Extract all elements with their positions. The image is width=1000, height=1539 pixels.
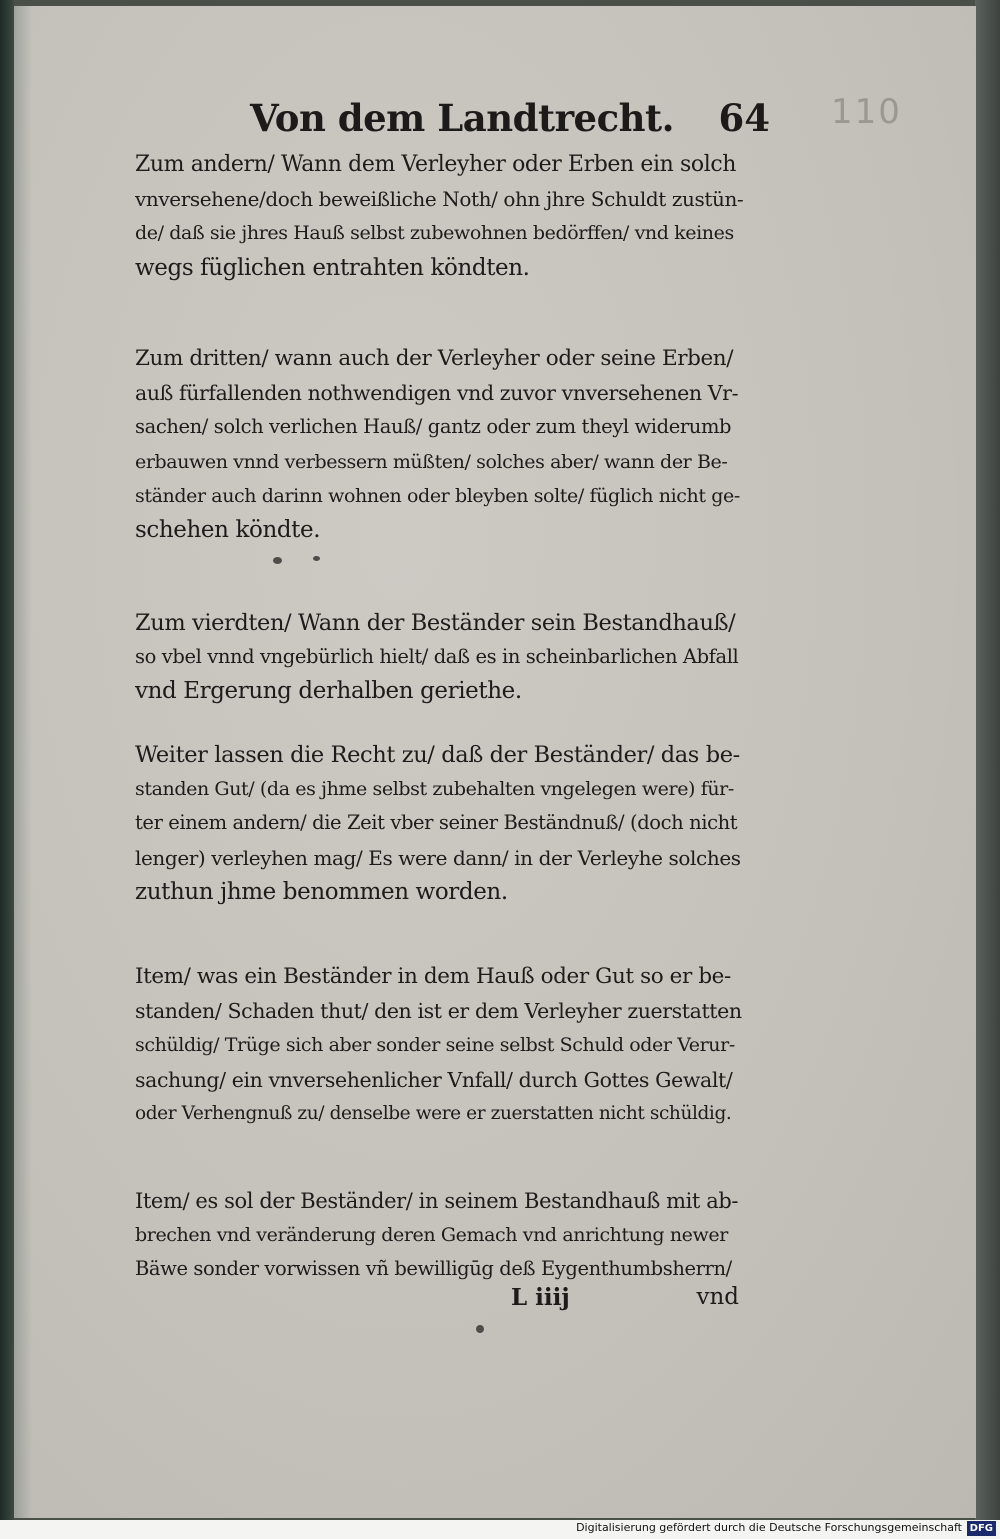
paragraph-item-schaden — [135, 960, 743, 1131]
page-header — [250, 96, 770, 156]
text-line: de/ daß sie jhres Hauß selbst zubewohnen bedörffen/ vnd keines — [135, 222, 734, 245]
text-line: zuthun jhme benommen worden. — [135, 878, 508, 905]
text-line: schehen köndte. — [135, 516, 321, 543]
scan-right-edge — [975, 0, 1000, 1520]
text-line: Item/ was ein Beständer in dem Hauß oder Gut so er be- — [135, 964, 731, 989]
paragraph-zum-dritten — [135, 342, 743, 547]
text-line: Zum vierdten/ Wann der Beständer sein Bestandhauß/ — [135, 610, 736, 636]
text-line: sachen/ solch verlichen Hauß/ gantz oder zum theyl widerumb — [135, 415, 732, 439]
text-line: schüldig/ Trüge sich aber sonder seine selbst Schuld oder Verur- — [135, 1034, 735, 1057]
text-line: lenger) verleyhen mag/ Es were dann/ in der Verleyhe solches — [135, 845, 741, 870]
text-line: auß fürfallenden nothwendigen vnd zuvor vnversehenen Vr- — [135, 381, 739, 406]
text-line: so vbel vnnd vngebürlich hielt/ daß es in scheinbarlichen Abfall — [135, 645, 739, 669]
ink-speck — [476, 1325, 484, 1333]
ink-speck — [273, 557, 282, 564]
paragraph-zum-vierdten — [135, 606, 743, 709]
text-line: standen Gut/ (da es jhme selbst zubehalten vngelegen were) für- — [135, 778, 734, 801]
funding-credit: Digitalisierung gefördert durch die Deutsche Forschungsgemeinschaft — [576, 1521, 962, 1534]
dfg-logo: DFG — [967, 1521, 996, 1536]
text-line: ständer auch darinn wohnen oder bleyben solte/ füglich nicht ge- — [135, 484, 740, 507]
catchword: vnd — [696, 1284, 739, 1310]
text-line: vnversehene/doch beweißliche Noth/ ohn jhre Schuldt zustün- — [135, 187, 743, 212]
text-line: Bäwe sonder vorwissen vñ bewilligūg deß Eygenthumbsherrn/ — [135, 1257, 732, 1281]
paragraph-weiter — [135, 738, 743, 909]
text-line: Zum andern/ Wann dem Verleyher oder Erben ein solch — [135, 152, 737, 177]
text-line: Zum dritten/ wann auch der Verleyher oder seine Erben/ — [135, 346, 734, 371]
text-line: brechen vnd veränderung deren Gemach vnd anrichtung newer — [135, 1224, 728, 1247]
signature-line — [135, 1284, 743, 1318]
text-line: vnd Ergerung derhalben geriethe. — [135, 678, 522, 705]
text-line: ter einem andern/ die Zeit vber seiner Beständnuß/ (doch nicht — [135, 811, 738, 835]
scan-left-edge — [0, 0, 14, 1520]
paragraph-zum-andern — [135, 148, 743, 285]
text-line: sachung/ ein vnversehenlicher Vnfall/ durch Gottes Gewalt/ — [135, 1067, 733, 1092]
text-line: standen/ Schaden thut/ den ist er dem Verleyher zuerstatten — [135, 999, 742, 1024]
ink-speck — [313, 556, 320, 561]
text-line: wegs füglichen entrahten köndten. — [135, 254, 530, 281]
paragraph-item-bestandhauss — [135, 1184, 743, 1287]
text-line: oder Verhengnuß zu/ denselbe were er zuerstatten nicht schüldig. — [135, 1102, 732, 1124]
signature-mark: L iiij — [511, 1284, 570, 1311]
text-line: Item/ es sol der Beständer/ in seinem Bestandhauß mit ab- — [135, 1189, 739, 1213]
running-head: Von dem Landtrecht. — [250, 96, 675, 140]
page-number: 64 — [718, 96, 770, 140]
text-line: erbauwen vnnd verbessern müßten/ solches aber/ wann der Be- — [135, 450, 728, 473]
text-line: Weiter lassen die Recht zu/ daß der Beständer/ das be- — [135, 742, 740, 768]
archive-folio-mark: 110 — [831, 92, 902, 132]
digitization-footer — [0, 1520, 1000, 1539]
